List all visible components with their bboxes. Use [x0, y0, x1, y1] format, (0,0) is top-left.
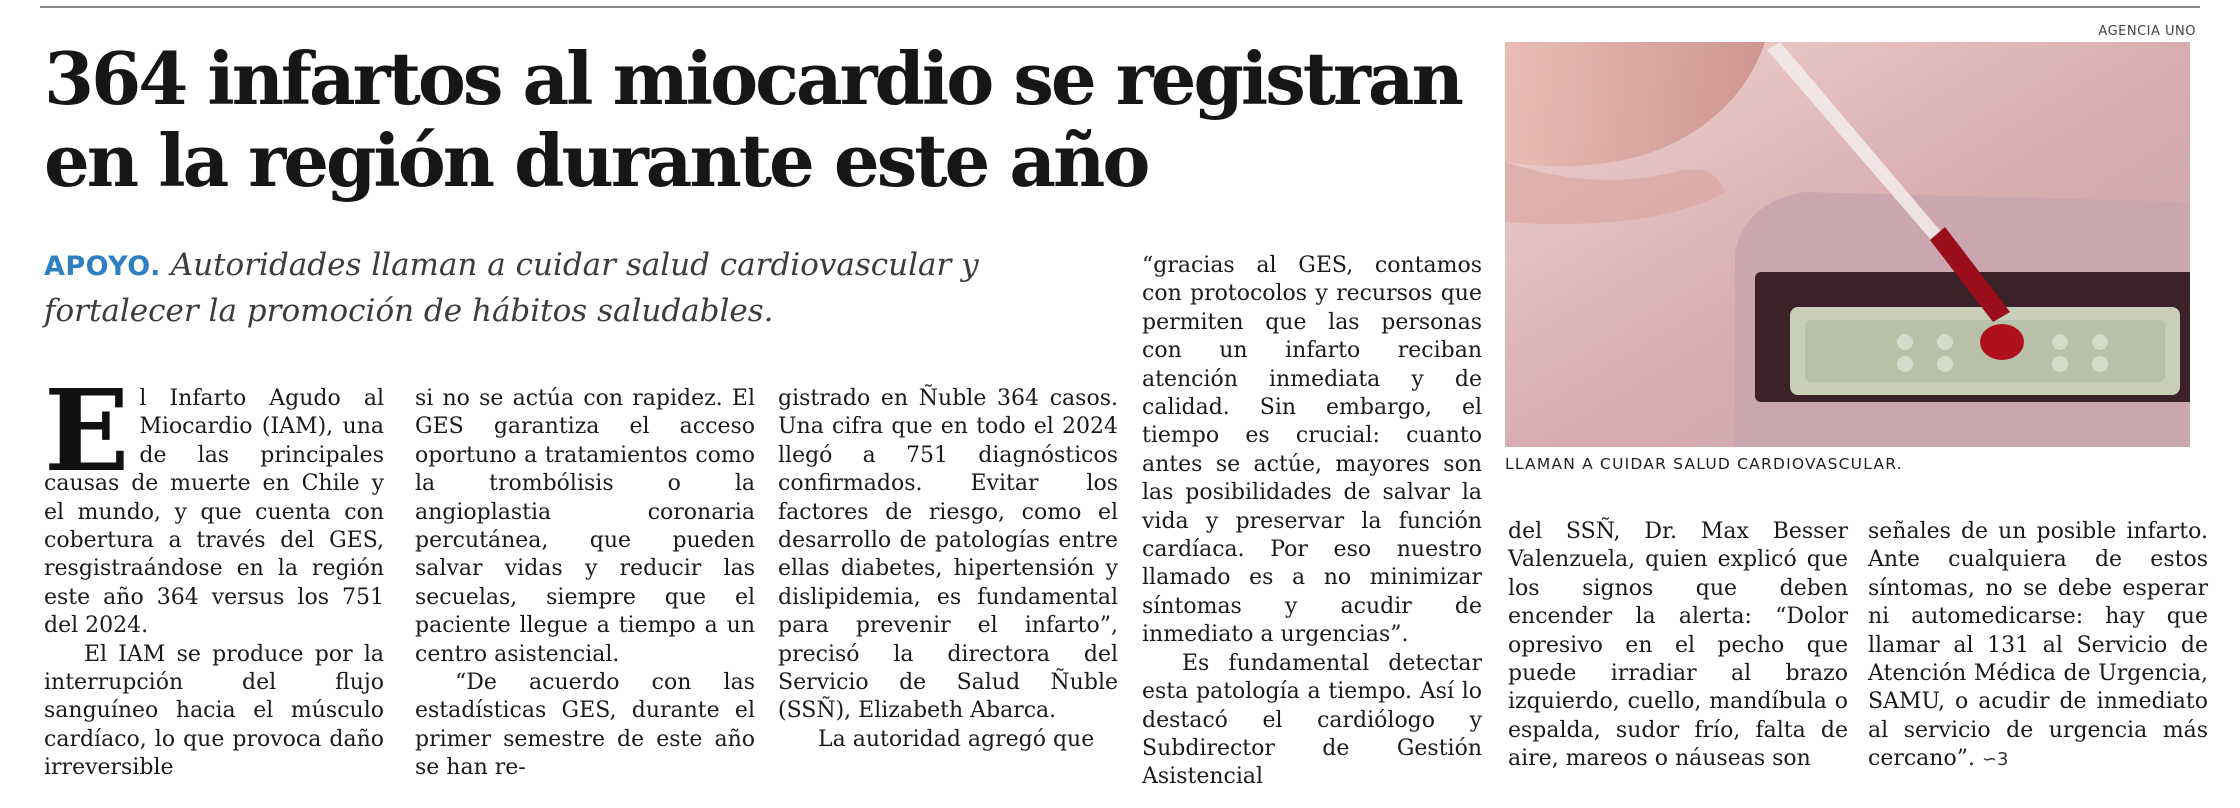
- paragraph-text: l Infarto Agudo al Miocardio (IAM), una de las principales causas de muerte en Chile y el mundo, y que cuenta con cobertura a través del GES, resgistraándose en la región este año 364 versus los 751 del 2024.: [44, 386, 384, 639]
- end-mark-icon: ∽3: [1981, 749, 2009, 771]
- paragraph: [44, 366, 384, 641]
- paragraph: si no se actúa con rapidez. El GES garantiza el acceso oportuno a tratamientos como la trombólisis o la angioplastia coronaria percutánea, que pueden salvar vidas y reducir las secuelas, siempre que el paciente llegue a tiempo a un centro asistencial.: [415, 386, 755, 667]
- paragraph: gistrado en Ñuble 364 casos. Una cifra que en todo el 2024 llegó a 751 diagnósticos confirmados. Evitar los factores de riesgo, como el desarrollo de patologías entre ellas diabetes, hipertensión y dislipidemia, es fundamental para prevenir el infarto”, precisó la directora del Servicio de Salud Ñuble (SSÑ), Elizabeth Abarca.: [778, 386, 1118, 724]
- paragraph: del SSÑ, Dr. Max Besser Valenzuela, quien explicó que los signos que deben encender la alerta: “Dolor opresivo en el pecho que puede irradiar al brazo izquierdo, cuello, mandíbula o espalda, sudor frío, falta de aire, mareos o náuseas son: [1508, 519, 1848, 772]
- article-column-4: [1142, 252, 1482, 792]
- paragraph: “De acuerdo con las estadísticas GES, durante el primer semestre de este año se han re-: [415, 670, 755, 781]
- article-column-1: [44, 366, 384, 783]
- article-photo: [1505, 42, 2190, 447]
- lede-kicker: APOYO.: [44, 251, 161, 282]
- headline-line-1: 364 infartos al miocardio se registran: [44, 36, 1461, 121]
- headline: [44, 38, 1504, 202]
- paragraph: El IAM se produce por la interrupción del flujo sanguíneo hacia el músculo cardíaco, lo que provoca daño irreversible: [44, 641, 384, 781]
- paragraph: Es fundamental detectar esta patología a tiempo. Así lo destacó el cardiólogo y Subdirector de Gestión Asistencial: [1142, 650, 1482, 790]
- paragraph-text: señales de un posible infarto. Ante cualquiera de estos síntomas, no se debe esperar ni automedicarse: hay que llamar al 131 al Servicio de Atención Médica de Urgencia, SAMU, o acudir de inmediato al servicio de urgencia más cercano”.: [1868, 519, 2208, 772]
- top-rule: [40, 6, 2200, 8]
- glucose-meter-illustration: [1505, 42, 2190, 447]
- headline-line-2: en la región durante este año: [44, 118, 1148, 203]
- paragraph: La autoridad agregó que: [818, 726, 1095, 752]
- paragraph: “gracias al GES, contamos con protocolos y recursos que permiten que las personas con un infarto reciban atención inmediata y de calidad. Sin embargo, el tiempo es crucial: cuanto antes se actúe, mayores son las posibilidades de salvar la vida y preservar la función cardíaca. Por eso nuestro llamado es a no minimizar síntomas y acudir de inmediato a urgencias”.: [1142, 253, 1482, 648]
- photo-caption: LLAMAN A CUIDAR SALUD CARDIOVASCULAR.: [1505, 455, 1903, 473]
- article-column-3: [778, 385, 1118, 754]
- paragraph: [1868, 518, 2208, 775]
- article-column-5: [1508, 518, 1848, 774]
- lede: [44, 243, 1124, 333]
- drop-cap: E: [44, 366, 130, 497]
- article-column-2: [415, 385, 755, 783]
- lede-text: Autoridades llaman a cuidar salud cardiovascular y fortalecer la promoción de hábitos saludables.: [44, 247, 979, 329]
- photo-credit: AGENCIA UNO: [2098, 24, 2196, 39]
- article-column-6: [1868, 518, 2208, 775]
